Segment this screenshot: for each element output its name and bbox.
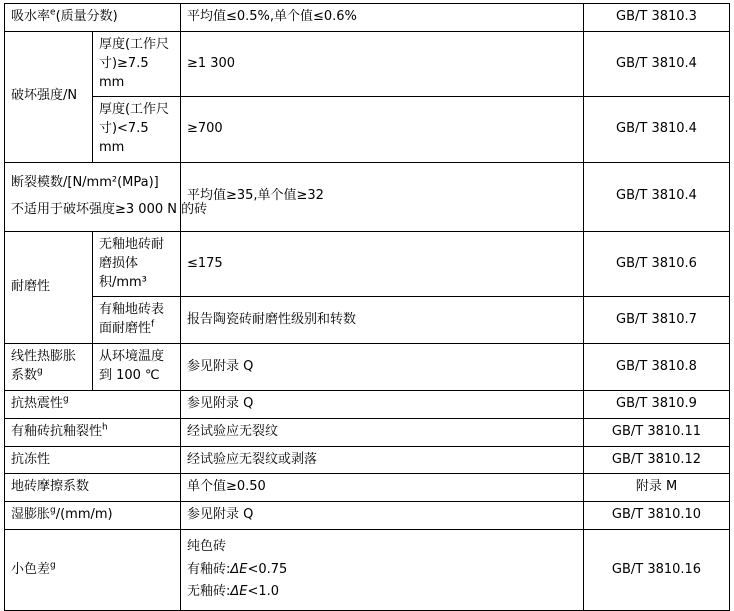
cell-property-moisture-expansion	[5, 502, 181, 530]
cell-standard-glazed-surface-abrasion: GB/T 3810.7	[583, 297, 729, 344]
requirement-line3	[187, 583, 577, 602]
table-row	[5, 297, 730, 344]
cell-requirement-moisture-expansion: 参见附录 Q	[180, 502, 583, 530]
cell-standard-modulus-of-rupture: GB/T 3810.4	[583, 162, 729, 231]
requirement-line3-var: ΔE	[230, 584, 248, 600]
cell-requirement-crazing-resistance: 经试验应无裂纹	[180, 418, 583, 446]
cell-property-friction-coefficient: 地砖摩擦系数	[5, 474, 181, 502]
cell-requirement-breaking-strength-lt: ≥700	[180, 97, 583, 163]
property-label: 吸水率	[11, 9, 51, 24]
specification-table	[4, 3, 730, 611]
cell-requirement-color-difference	[180, 530, 583, 611]
cell-standard-breaking-strength-lt: GB/T 3810.4	[583, 97, 729, 163]
table-row	[5, 231, 730, 297]
footnote-marker: h	[102, 422, 108, 433]
cell-property-modulus-of-rupture	[5, 162, 208, 231]
cell-property-thermal-shock	[5, 390, 181, 418]
cell-property-color-difference	[5, 530, 181, 611]
cell-condition-unglazed-abrasion-volume: 无釉地砖耐磨损体积/mm³	[92, 231, 180, 297]
cell-standard-thermal-shock: GB/T 3810.9	[583, 390, 729, 418]
property-label: 抗热震性	[11, 395, 64, 411]
cell-condition-ambient-to-100c: 从环境温度到 100 ℃	[92, 344, 180, 391]
property-label-line1: 断裂模数/[N/mm²(MPa)]	[11, 175, 159, 191]
cell-condition-thickness-ge: 厚度(工作尺寸)≥7.5 mm	[92, 31, 180, 97]
requirement-line2-pre: 有釉砖:	[186, 561, 231, 577]
cell-requirement-thermal-expansion: 参见附录 Q	[180, 344, 583, 391]
cell-standard-breaking-strength-ge: GB/T 3810.4	[583, 31, 729, 97]
table-row	[5, 390, 730, 418]
requirement-line1: 纯色砖	[186, 538, 226, 554]
cell-requirement-water-absorption: 平均值≤0.5%,单个值≤0.6%	[180, 4, 583, 32]
cell-standard-water-absorption: GB/T 3810.3	[583, 4, 729, 32]
table-row	[5, 530, 730, 611]
table-row	[5, 446, 730, 474]
property-label-tail: (质量分数)	[55, 9, 118, 24]
cell-requirement-glazed-surface-abrasion: 报告陶瓷砖耐磨性级别和转数	[180, 297, 583, 344]
cell-property-frost-resistance: 抗冻性	[5, 446, 181, 474]
table-row	[5, 162, 730, 231]
cell-standard-color-difference: GB/T 3810.16	[583, 530, 729, 611]
requirement-line2-post: <0.75	[247, 561, 288, 577]
footnote-marker: e	[50, 7, 56, 18]
cell-condition-glazed-surface-abrasion	[92, 297, 180, 344]
table-row	[5, 31, 730, 97]
table-row	[5, 344, 730, 391]
cell-standard-crazing-resistance: GB/T 3810.11	[583, 418, 729, 446]
table-row	[5, 4, 730, 32]
cell-standard-thermal-expansion: GB/T 3810.8	[583, 344, 729, 391]
table-row	[5, 502, 730, 530]
footnote-marker: g	[37, 366, 43, 377]
cell-requirement-thermal-shock: 参见附录 Q	[180, 390, 583, 418]
cell-property-abrasion-resistance: 耐磨性	[5, 231, 93, 343]
condition-label: 有釉地砖表面耐磨性	[98, 302, 164, 337]
cell-property-crazing-resistance	[5, 418, 181, 446]
table-row	[5, 418, 730, 446]
requirement-line2	[187, 561, 577, 580]
table-row	[5, 97, 730, 163]
footnote-marker: g	[63, 394, 69, 405]
requirement-line2-var: ΔE	[230, 561, 248, 577]
cell-property-thermal-expansion	[5, 344, 93, 391]
property-label: 有釉砖抗釉裂性	[11, 423, 103, 439]
cell-requirement-friction-coefficient: 单个值≥0.50	[180, 474, 583, 502]
property-label: 小色差	[11, 561, 51, 577]
cell-condition-thickness-lt: 厚度(工作尺寸)<7.5 mm	[92, 97, 180, 163]
cell-property-breaking-strength: 破坏强度/N	[5, 31, 93, 162]
cell-standard-frost-resistance: GB/T 3810.12	[583, 446, 729, 474]
property-label: 线性热膨胀系数	[11, 349, 77, 383]
footnote-marker: g	[50, 560, 56, 571]
footnote-marker: f	[150, 319, 155, 330]
cell-requirement-frost-resistance: 经试验应无裂纹或剥落	[180, 446, 583, 474]
cell-standard-unglazed-abrasion-volume: GB/T 3810.6	[583, 231, 729, 297]
property-label-line2: 不适用于破坏强度≥3 000 N 的砖	[11, 201, 208, 217]
cell-property-water-absorption	[5, 4, 181, 32]
property-label: 湿膨胀	[11, 507, 51, 523]
requirement-line3-pre: 无釉砖:	[186, 584, 231, 600]
cell-requirement-breaking-strength-ge: ≥1 300	[180, 31, 583, 97]
cell-requirement-modulus-of-rupture: 平均值≥35,单个值≥32	[180, 162, 583, 231]
cell-requirement-unglazed-abrasion-volume: ≤175	[180, 231, 583, 297]
cell-standard-friction-coefficient: 附录 M	[583, 474, 729, 502]
cell-standard-moisture-expansion: GB/T 3810.10	[583, 502, 729, 530]
property-label-tail: /(mm/m)	[55, 507, 113, 523]
footnote-marker: g	[50, 505, 56, 516]
requirement-line3-post: <1.0	[247, 584, 280, 600]
